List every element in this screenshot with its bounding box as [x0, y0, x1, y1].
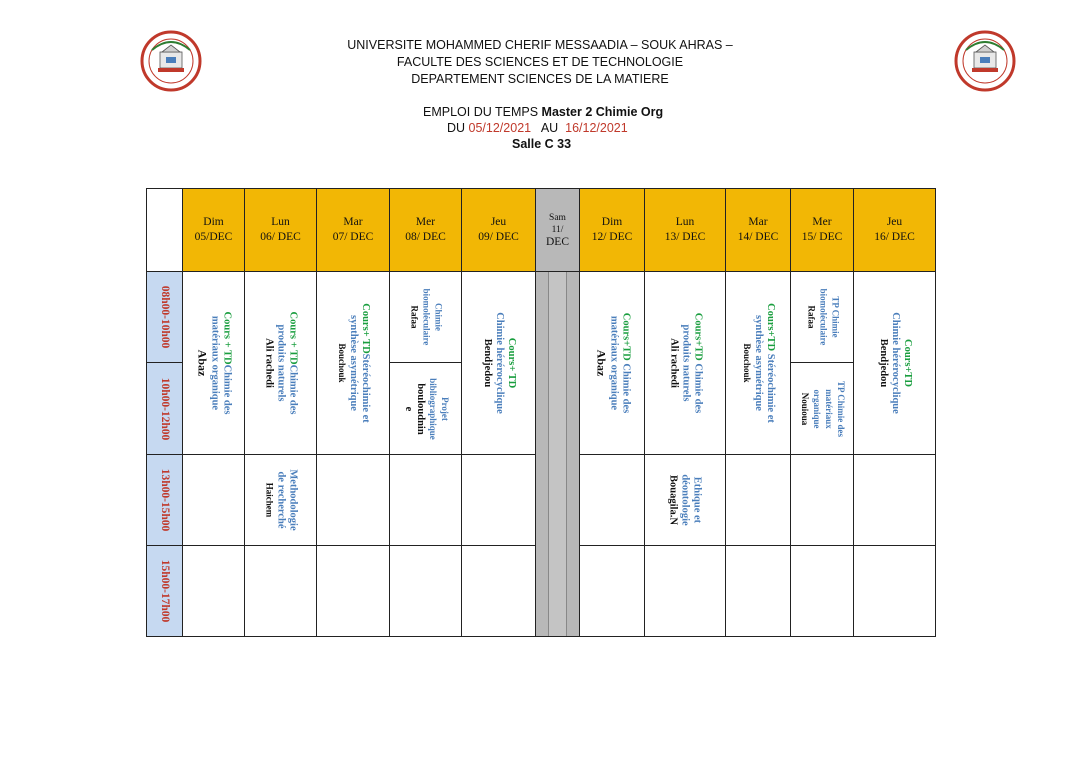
empty-cell	[316, 545, 390, 637]
day-header: Jeu 16/ DEC	[853, 188, 936, 272]
university-name: UNIVERSITE MOHAMMED CHERIF MESSAADIA – SOUK AHRAS –	[347, 38, 733, 52]
session-cell: Cours+TD Chimie des produits naturels Ali rachedi	[644, 271, 726, 455]
day-header: Mar 07/ DEC	[316, 188, 390, 272]
empty-cell	[461, 545, 536, 637]
empty-cell	[725, 545, 791, 637]
day-header: Mer 08/ DEC	[389, 188, 462, 272]
empty-cell	[244, 545, 317, 637]
day-header-saturday: Sam 11/ DEC	[535, 188, 580, 272]
empty-cell	[853, 545, 936, 637]
empty-cell	[461, 454, 536, 546]
session-cell: Cours+ TDStéréochimie et synthèse asymétrique Bouchouk	[316, 271, 390, 455]
schedule-title: EMPLOI DU TEMPS Master 2 Chimie Org	[423, 105, 664, 119]
session-cell: Cours+TD Chimie hérérocyclique Bendjedou	[853, 271, 936, 455]
schedule-dates: DU 05/12/2021 AU 16/12/2021	[447, 121, 628, 135]
session-cell: Cours+TD Chimie des matériaux organique Abaz	[579, 271, 645, 455]
empty-cell	[182, 454, 245, 546]
department-name: DEPARTEMENT SCIENCES DE LA MATIERE	[411, 72, 669, 86]
session-cell: Methodologie de recherché Haichem	[244, 454, 317, 546]
empty-cell	[389, 545, 462, 637]
session-cell: Chimie biomoléculaire Rafaa	[389, 271, 462, 363]
empty-cell	[316, 454, 390, 546]
time-slot-2: 10h00-12h00	[146, 362, 183, 455]
empty-cell	[579, 454, 645, 546]
time-slot-3: 13h00-15h00	[146, 454, 183, 546]
session-cell: Ethique et déontologie Bouagila.N	[644, 454, 726, 546]
empty-cell	[579, 545, 645, 637]
corner-cell	[146, 188, 183, 272]
session-cell: Cours + TDChimie des matériaux organique Abaz	[182, 271, 245, 455]
session-cell: Cours+ TD Chimie hérérocyclique Bendjedou	[461, 271, 536, 455]
empty-cell	[790, 454, 854, 546]
session-cell: TP Chimie biomoléculaire Rafaa	[790, 271, 854, 363]
day-header: Mar 14/ DEC	[725, 188, 791, 272]
empty-cell	[725, 454, 791, 546]
session-cell: TP Chimie des matériaux organique Nouioua	[790, 362, 854, 455]
day-header: Lun 06/ DEC	[244, 188, 317, 272]
saturday-column	[535, 271, 580, 637]
day-header: Jeu 09/ DEC	[461, 188, 536, 272]
room-label: Salle C 33	[512, 137, 572, 151]
faculty-name: FACULTE DES SCIENCES ET DE TECHNOLOGIE	[396, 55, 684, 69]
time-slot-1: 08h00-10h00	[146, 271, 183, 363]
session-cell: Cours+TD Stéréochimie et synthèse asymétrique Bouchouk	[725, 271, 791, 455]
empty-cell	[389, 454, 462, 546]
day-header: Dim 12/ DEC	[579, 188, 645, 272]
session-cell: Projet bibliographique bouloudnin e	[389, 362, 462, 455]
time-slot-4: 15h00-17h00	[146, 545, 183, 637]
empty-cell	[790, 545, 854, 637]
day-header: Dim 05/DEC	[182, 188, 245, 272]
empty-cell	[182, 545, 245, 637]
day-header: Lun 13/ DEC	[644, 188, 726, 272]
empty-cell	[853, 454, 936, 546]
session-cell: Cours + TDChimie des produits naturels Ali rachedi	[244, 271, 317, 455]
empty-cell	[644, 545, 726, 637]
day-header: Mer 15/ DEC	[790, 188, 854, 272]
